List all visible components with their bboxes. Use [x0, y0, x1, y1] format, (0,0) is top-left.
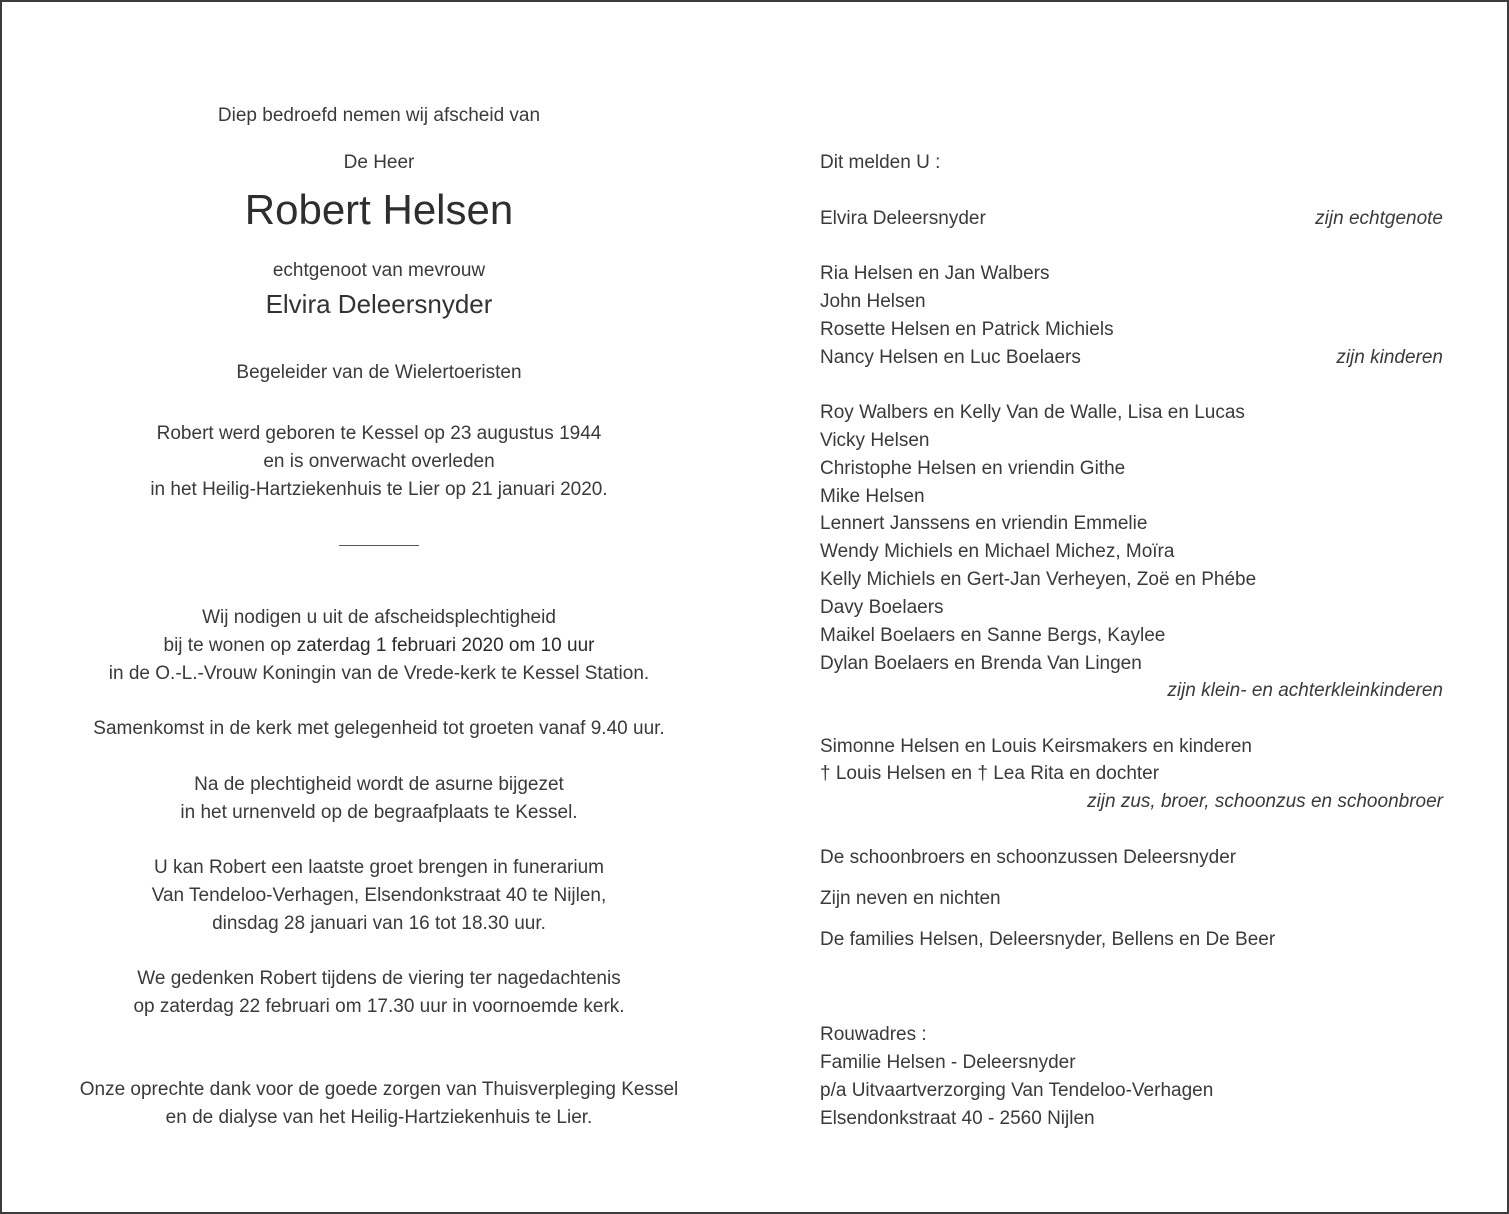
address-line: Elsendonkstraat 40 - 2560 Nijlen	[820, 1108, 1095, 1129]
funerarium-line: dinsdag 28 januari van 16 tot 18.30 uur.	[212, 913, 546, 934]
invite-line	[2, 632, 756, 660]
grandchild-entry: Maikel Boelaers en Sanne Bergs, Kaylee	[820, 625, 1166, 646]
grandchild-entry: Christophe Helsen en vriendin Githe	[820, 458, 1126, 479]
divider	[339, 545, 419, 546]
bio-line: Robert werd geboren te Kessel op 23 augustus 1944	[156, 423, 602, 444]
memorial-line: op zaterdag 22 februari om 17.30 uur in voornoemde kerk.	[133, 996, 625, 1017]
grandchild-entry: Vicky Helsen	[820, 430, 930, 451]
intro-text: Diep bedroefd nemen wij afscheid van	[217, 105, 541, 126]
grandchild-entry: Lennert Janssens en vriendin Emmelie	[820, 513, 1148, 534]
child-entry: Ria Helsen en Jan Walbers	[820, 263, 1050, 284]
address-label: Rouwadres :	[820, 1024, 927, 1045]
child-entry: John Helsen	[820, 291, 926, 312]
relation-label: zijn echtgenote	[1315, 208, 1443, 229]
deceased-name: Robert Helsen	[244, 186, 514, 233]
spouse-intro: echtgenoot van mevrouw	[272, 260, 486, 281]
funerarium-line: Van Tendeloo-Verhagen, Elsendonkstraat 40 te Nijlen,	[151, 885, 607, 906]
urn-line: in het urnenveld op de begraafplaats te Kessel.	[180, 802, 578, 823]
sibling-entry: † Louis Helsen en † Lea Rita en dochter	[820, 763, 1160, 784]
child-entry: Nancy Helsen en Luc Boelaers	[820, 347, 1081, 368]
grandchild-entry: Mike Helsen	[820, 486, 925, 507]
memorial-line: We gedenken Robert tijdens de viering ter nagedachtenis	[137, 968, 621, 989]
grandchild-entry: Kelly Michiels en Gert-Jan Verheyen, Zoë en Phébe	[820, 569, 1257, 590]
address-line: p/a Uitvaartverzorging Van Tendeloo-Verhagen	[820, 1080, 1214, 1101]
spouse-entry: Elvira Deleersnyder	[820, 208, 986, 229]
relation-label: zijn zus, broer, schoonzus en schoonbroer	[1087, 791, 1443, 812]
announcement-header: Dit melden U :	[820, 152, 941, 173]
bio-line: in het Heilig-Hartziekenhuis te Lier op 21 januari 2020.	[150, 479, 608, 500]
ceremony-date: zaterdag 1 februari 2020 om 10 uur	[296, 635, 595, 656]
spouse-name: Elvira Deleersnyder	[265, 289, 493, 319]
honorific: De Heer	[343, 152, 415, 173]
relation-label: zijn klein- en achterkleinkinderen	[1167, 680, 1443, 701]
invite-line: in de O.-L.-Vrouw Koningin van de Vrede-kerk te Kessel Station.	[108, 663, 650, 684]
child-entry: Rosette Helsen en Patrick Michiels	[820, 319, 1114, 340]
families-entry: De families Helsen, Deleersnyder, Bellens en De Beer	[820, 929, 1276, 950]
thanks-line: en de dialyse van het Heilig-Hartziekenhuis te Lier.	[165, 1107, 593, 1128]
inlaws-entry: De schoonbroers en schoonzussen Deleersnyder	[820, 847, 1237, 868]
cousins-entry: Zijn neven en nichten	[820, 888, 1001, 909]
grandchild-entry: Wendy Michiels en Michael Michez, Moïra	[820, 541, 1175, 562]
relation-label: zijn kinderen	[1336, 347, 1443, 368]
sibling-entry: Simonne Helsen en Louis Keirsmakers en kinderen	[820, 736, 1252, 757]
invite-line: Wij nodigen u uit de afscheidsplechtigheid	[202, 607, 556, 628]
grandchild-entry: Roy Walbers en Kelly Van de Walle, Lisa en Lucas	[820, 402, 1245, 423]
urn-line: Na de plechtigheid wordt de asurne bijgezet	[194, 774, 564, 795]
grandchild-entry: Dylan Boelaers en Brenda Van Lingen	[820, 653, 1142, 674]
thanks-line: Onze oprechte dank voor de goede zorgen van Thuisverpleging Kessel	[79, 1079, 679, 1100]
grandchild-entry: Davy Boelaers	[820, 597, 944, 618]
address-line: Familie Helsen - Deleersnyder	[820, 1052, 1076, 1073]
bio-line: en is onverwacht overleden	[263, 451, 495, 472]
funerarium-line: U kan Robert een laatste groet brengen in funerarium	[154, 857, 604, 878]
invite-prefix: bij te wonen op	[163, 635, 297, 656]
gathering-text: Samenkomst in de kerk met gelegenheid tot groeten vanaf 9.40 uur.	[93, 718, 665, 739]
role-text: Begeleider van de Wielertoeristen	[236, 362, 522, 383]
